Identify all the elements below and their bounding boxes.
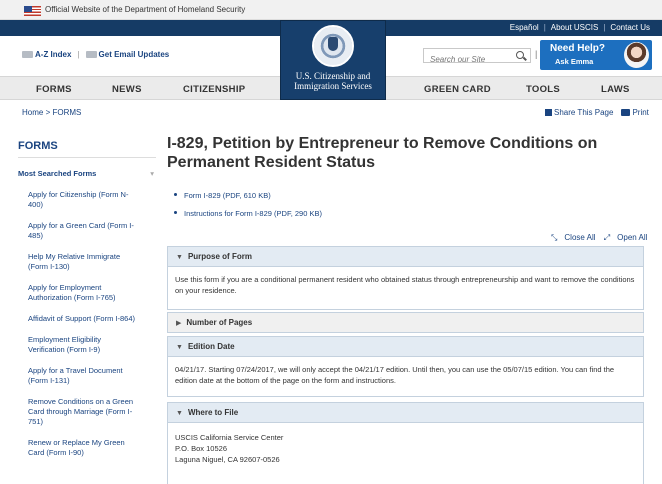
logo-line-1: U.S. Citizenship and bbox=[295, 71, 371, 81]
share-icon bbox=[545, 109, 552, 116]
close-all-button[interactable] bbox=[551, 233, 596, 242]
sidebar-list bbox=[18, 190, 156, 458]
caret-right-icon: ▶ bbox=[176, 320, 182, 327]
print-link[interactable]: Print bbox=[632, 108, 649, 117]
accordion-header-pages[interactable] bbox=[168, 313, 643, 332]
sidebar-item-i131[interactable]: Apply for a Travel Document (Form I-131) bbox=[28, 366, 123, 385]
nav-news[interactable]: NEWS bbox=[112, 84, 142, 95]
share-link[interactable]: Share This Page bbox=[554, 108, 614, 117]
sidebar-item-i864[interactable]: Affidavit of Support (Form I-864) bbox=[28, 314, 135, 323]
caret-down-icon: ▼ bbox=[176, 344, 183, 351]
logo-line-2: Immigration Services bbox=[294, 81, 372, 91]
uscis-logo[interactable] bbox=[280, 20, 386, 100]
share-bar bbox=[545, 108, 649, 117]
logo-text bbox=[281, 71, 385, 91]
az-index-link[interactable]: A-Z Index bbox=[35, 50, 72, 59]
utility-links: Español | About USCIS | Contact Us bbox=[509, 23, 650, 32]
sidebar-item-i485[interactable]: Apply for a Green Card (Form I-485) bbox=[28, 221, 134, 240]
breadcrumb[interactable]: Home > FORMS bbox=[22, 108, 82, 117]
sidebar-item-i765[interactable]: Apply for Employment Authorization (Form I-765) bbox=[28, 283, 116, 302]
file-links bbox=[174, 191, 322, 227]
expand-icon: ⤢ bbox=[603, 233, 611, 242]
search-icon[interactable] bbox=[516, 51, 524, 59]
need-help-button[interactable] bbox=[540, 40, 652, 70]
gov-banner-text: Official Website of the Department of Homeland Security bbox=[45, 5, 246, 14]
email-icon bbox=[86, 51, 97, 58]
sidebar-title: FORMS bbox=[18, 140, 156, 158]
need-help-title: Need Help? bbox=[550, 43, 606, 54]
caret-down-icon: ▼ bbox=[176, 410, 183, 417]
header-links: A-Z Index | Get Email Updates bbox=[22, 50, 169, 59]
open-all-label: Open All bbox=[617, 233, 648, 242]
nav-tools[interactable]: TOOLS bbox=[526, 84, 561, 95]
address-line-1: USCIS California Service Center bbox=[175, 433, 284, 442]
accordion-title: Edition Date bbox=[187, 342, 235, 351]
toggle-links bbox=[551, 233, 647, 243]
chevron-down-icon: ▾ bbox=[150, 169, 154, 178]
accordion-body-purpose: Use this form if you are a conditional permanent resident who obtained status through entrepreneurship and want to remove the conditions on your residence. bbox=[168, 266, 643, 309]
accordion-title: Where to File bbox=[187, 408, 239, 417]
gov-banner bbox=[0, 0, 662, 20]
utility-link-espanol[interactable]: Español bbox=[509, 23, 539, 32]
sidebar-item-i751[interactable]: Remove Conditions on a Green Card through Marriage (Form I-751) bbox=[28, 397, 134, 426]
accordion-pages bbox=[167, 312, 644, 333]
accordion-header-purpose[interactable] bbox=[168, 247, 643, 266]
emma-avatar bbox=[624, 42, 649, 68]
sidebar bbox=[18, 140, 156, 469]
accordion-body-edition: 04/21/17. Starting 07/24/2017, we will only accept the 04/21/17 edition. Until then, you can use the 05/07/15 edition. You can find the edition date at the bottom of the page on the form and instructions. bbox=[168, 356, 643, 396]
us-flag-icon bbox=[24, 6, 41, 16]
index-icon bbox=[22, 51, 33, 58]
utility-link-contact[interactable]: Contact Us bbox=[610, 23, 650, 32]
sidebar-subtitle[interactable] bbox=[18, 169, 156, 178]
sidebar-item-i9[interactable]: Employment Eligibility Verification (Form I-9) bbox=[28, 335, 101, 354]
nav-citizenship[interactable]: CITIZENSHIP bbox=[183, 84, 246, 95]
accordion-where bbox=[167, 402, 644, 484]
form-pdf-link[interactable]: Form I-829 (PDF, 610 KB) bbox=[174, 191, 322, 200]
collapse-icon: ⤡ bbox=[551, 233, 558, 242]
print-icon bbox=[621, 109, 630, 116]
email-updates-link[interactable]: Get Email Updates bbox=[98, 50, 170, 59]
page-title: I-829, Petition by Entrepreneur to Remove Conditions on Permanent Resident Status bbox=[167, 135, 598, 171]
search-input[interactable] bbox=[424, 53, 509, 66]
open-all-button[interactable] bbox=[604, 233, 648, 242]
sidebar-item-i90[interactable]: Renew or Replace My Green Card (Form I-90) bbox=[28, 438, 125, 457]
search-divider: | bbox=[535, 49, 538, 59]
address-line-3: Laguna Niguel, CA 92607-0526 bbox=[175, 455, 280, 464]
accordion-edition bbox=[167, 336, 644, 397]
accordion-purpose bbox=[167, 246, 644, 310]
search-box bbox=[423, 48, 531, 63]
ask-emma-label: Ask Emma bbox=[555, 57, 594, 66]
utility-link-about[interactable]: About USCIS bbox=[550, 23, 599, 32]
nav-laws[interactable]: LAWS bbox=[601, 84, 630, 95]
accordion-header-edition[interactable] bbox=[168, 337, 643, 356]
nav-green-card[interactable]: GREEN CARD bbox=[424, 84, 491, 95]
dhs-seal-icon bbox=[312, 25, 354, 67]
accordion-body-where bbox=[168, 422, 643, 472]
nav-forms[interactable]: FORMS bbox=[36, 84, 72, 95]
caret-down-icon: ▼ bbox=[176, 254, 183, 261]
sidebar-item-n400[interactable]: Apply for Citizenship (Form N-400) bbox=[28, 190, 129, 209]
accordion-title: Purpose of Form bbox=[187, 252, 252, 261]
close-all-label: Close All bbox=[564, 233, 596, 242]
sidebar-item-i130[interactable]: Help My Relative Immigrate (Form I-130) bbox=[28, 252, 121, 271]
address-line-2: P.O. Box 10526 bbox=[175, 444, 227, 453]
accordion-header-where[interactable] bbox=[168, 403, 643, 422]
accordion-title: Number of Pages bbox=[186, 318, 253, 327]
instructions-pdf-link[interactable]: Instructions for Form I-829 (PDF, 290 KB) bbox=[174, 209, 322, 218]
sidebar-subtitle-text: Most Searched Forms bbox=[18, 169, 97, 178]
